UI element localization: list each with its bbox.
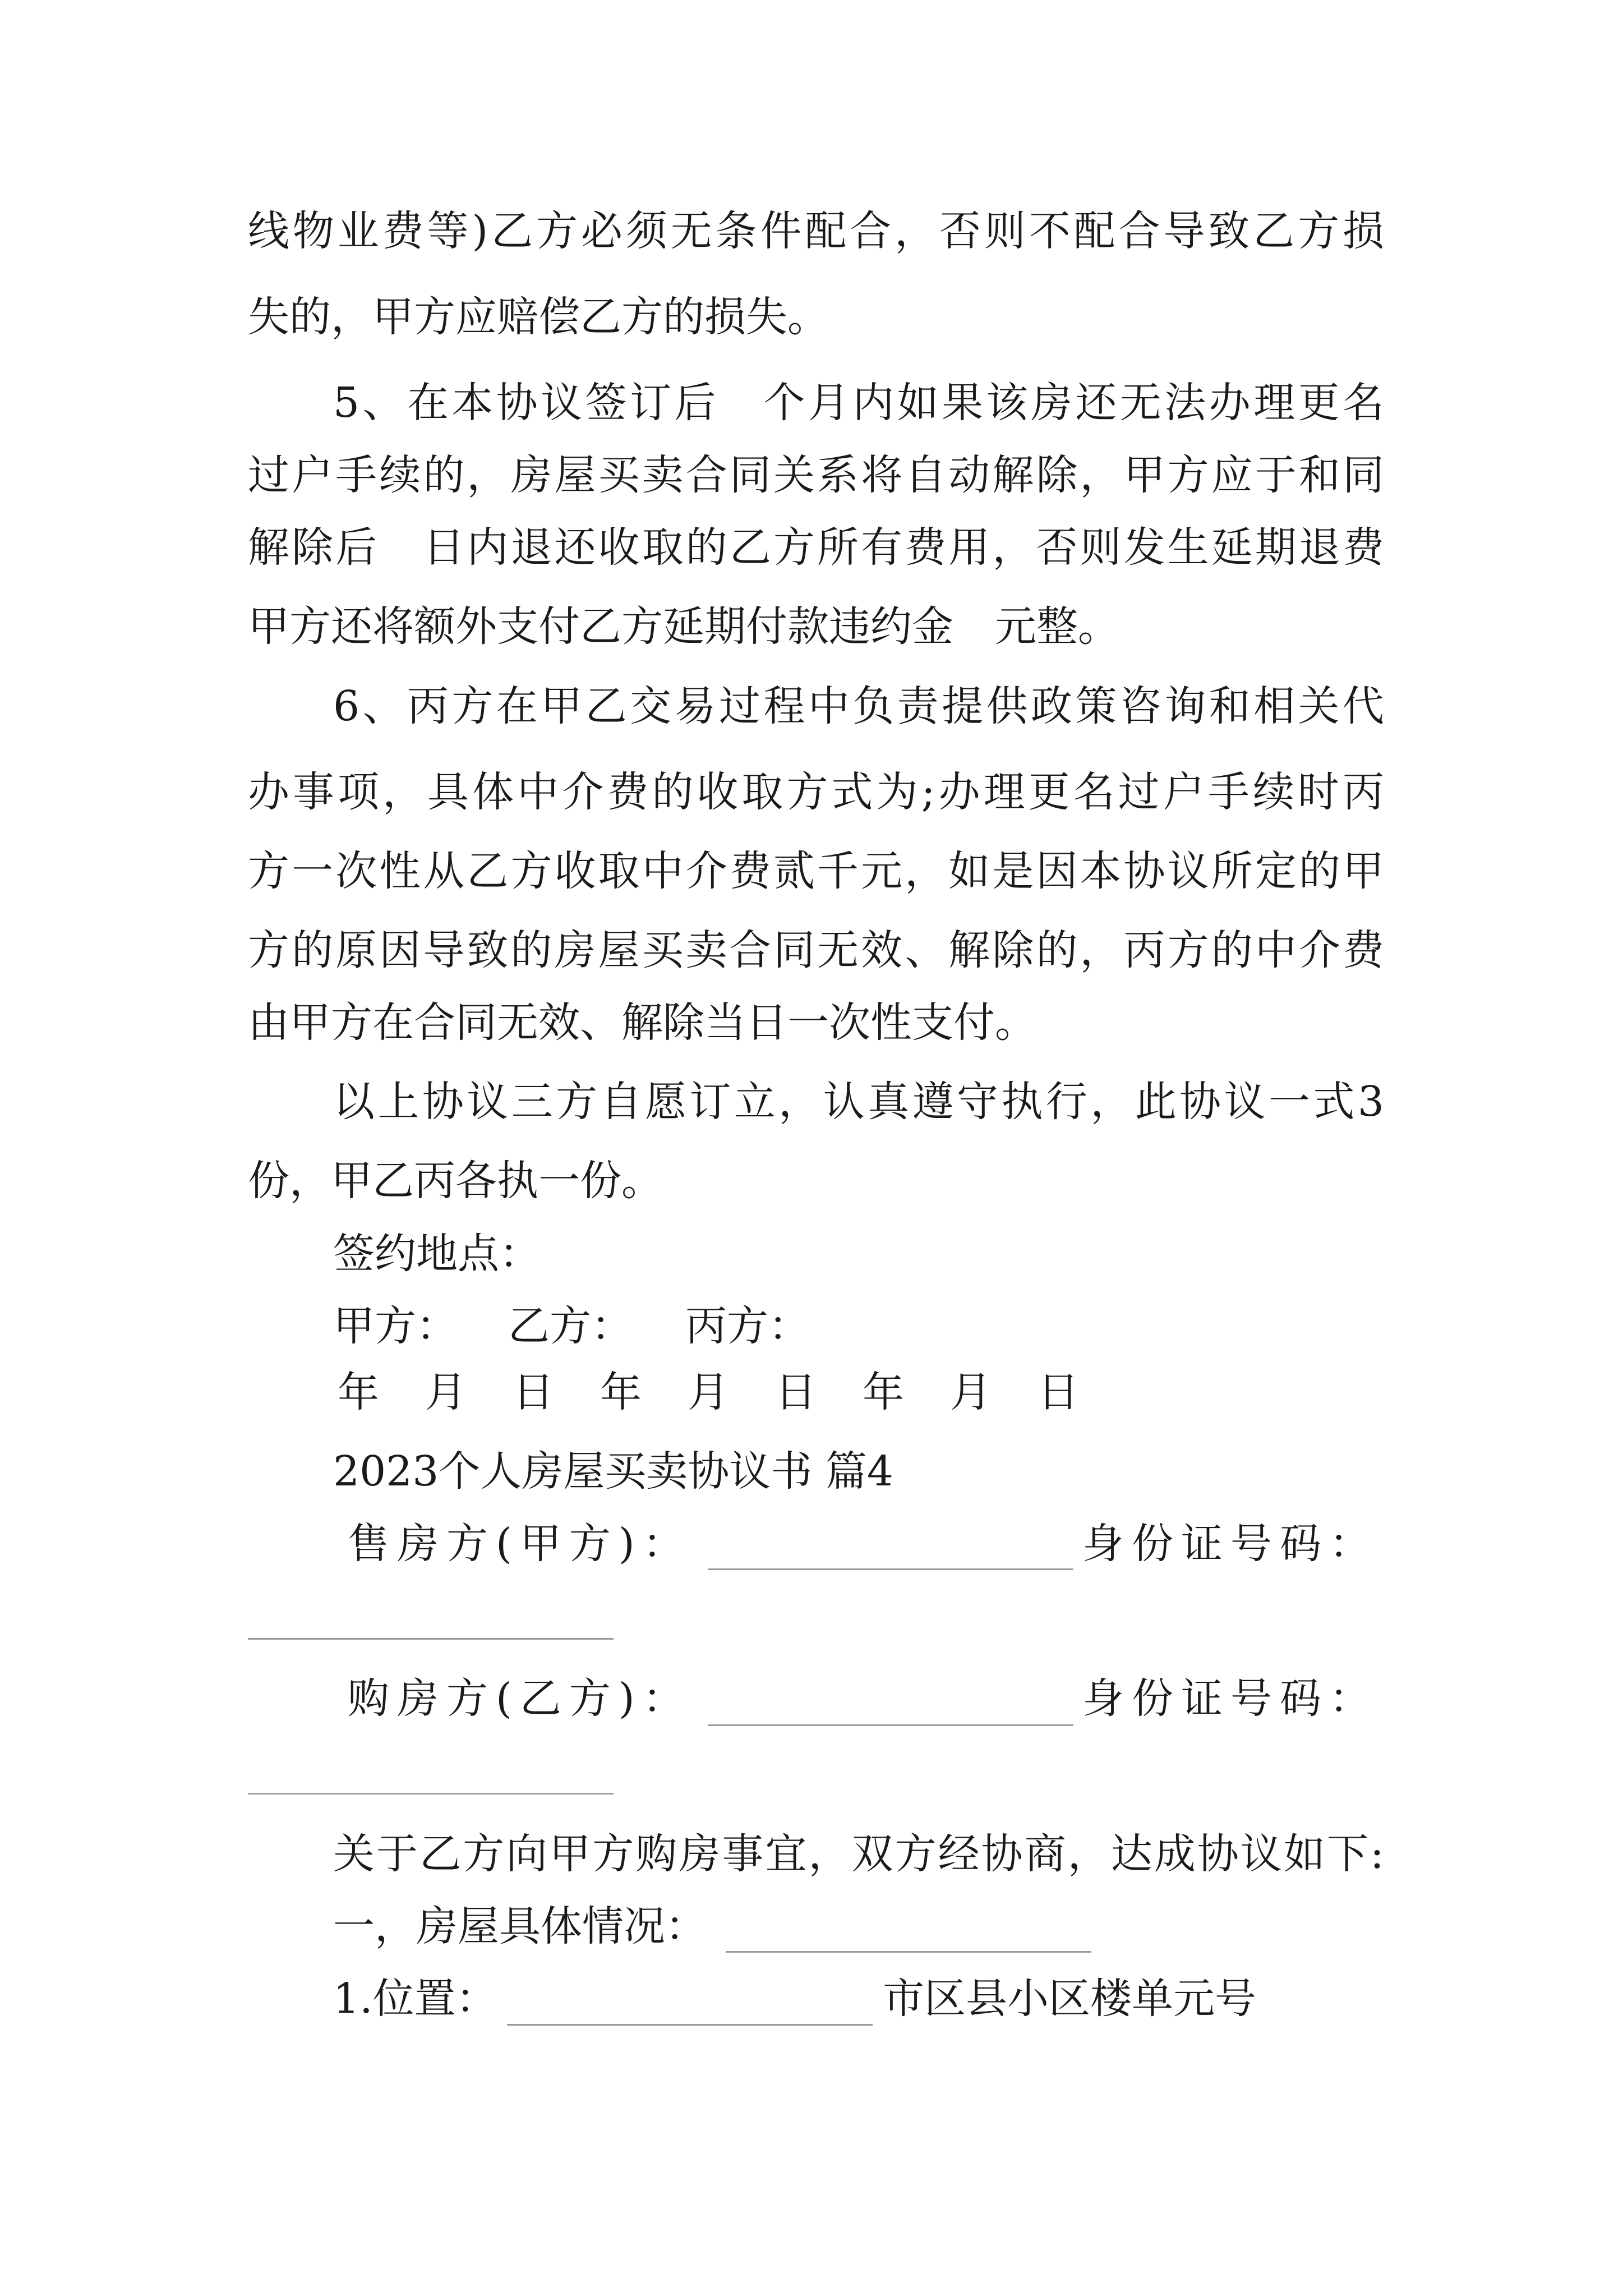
party-b-label: 乙方： bbox=[508, 1302, 633, 1350]
signing-place-label: 签约地点： bbox=[333, 1230, 541, 1278]
text-line: 解除后 日内退还收取的乙方所有费用，否则发生延期退费 bbox=[248, 523, 1384, 572]
text-line: 方一次性从乙方收取中介费贰千元，如是因本协议所定的甲 bbox=[248, 847, 1384, 895]
date-day: 日 bbox=[1038, 1368, 1079, 1416]
text-line: 5、在本协议签订后 个月内如果该房还无法办理更名 bbox=[333, 379, 1384, 427]
date-day: 日 bbox=[775, 1368, 817, 1416]
text-line: 过户手续的，房屋买卖合同关系将自动解除，甲方应于和同 bbox=[248, 451, 1384, 499]
text-line: 以上协议三方自愿订立，认真遵守执行，此协议一式3 bbox=[333, 1078, 1384, 1126]
text-line: 方的原因导致的房屋买卖合同无效、解除的，丙方的中介费 bbox=[248, 926, 1384, 974]
house-info-label: 一，房屋具体情况： bbox=[333, 1902, 707, 1950]
location-label: 1.位置： bbox=[333, 1975, 497, 2023]
text-line: 6、丙方在甲乙交易过程中负责提供政策咨询和相关代 bbox=[333, 682, 1384, 730]
date-year: 年 bbox=[863, 1368, 904, 1416]
seller-name-blank bbox=[708, 1568, 1073, 1570]
location-blank bbox=[507, 2024, 873, 2026]
text-line: 办事项，具体中介费的收取方式为;办理更名过户手续时丙 bbox=[248, 768, 1384, 816]
buyer-id-label: 身份证号码： bbox=[1082, 1674, 1378, 1723]
text-line: 份，甲乙丙各执一份。 bbox=[248, 1157, 663, 1205]
party-a-label: 甲方： bbox=[333, 1302, 458, 1350]
house-info-blank bbox=[726, 1951, 1091, 1953]
section-heading: 2023个人房屋买卖协议书 篇4 bbox=[333, 1447, 893, 1496]
date-day: 日 bbox=[513, 1368, 554, 1416]
text-line: 甲方还将额外支付乙方延期付款违约金 元整。 bbox=[248, 602, 1119, 651]
date-month: 月 bbox=[688, 1368, 729, 1416]
date-month: 月 bbox=[950, 1368, 992, 1416]
seller-label: 售房方(甲方)： bbox=[348, 1520, 692, 1568]
date-year: 年 bbox=[338, 1368, 379, 1416]
buyer-label: 购房方(乙方)： bbox=[348, 1674, 692, 1723]
seller-id-blank bbox=[248, 1638, 614, 1640]
party-c-label: 丙方： bbox=[685, 1302, 810, 1350]
seller-id-label: 身份证号码： bbox=[1082, 1520, 1378, 1568]
date-month: 月 bbox=[425, 1368, 467, 1416]
text-line: 关于乙方向甲方购房事宜，双方经协商，达成协议如下: bbox=[333, 1830, 1384, 1878]
buyer-id-blank bbox=[248, 1793, 614, 1795]
buyer-name-blank bbox=[708, 1724, 1073, 1726]
location-suffix: 市区县小区楼单元号 bbox=[883, 1975, 1256, 2023]
text-line: 由甲方在合同无效、解除当日一次性支付。 bbox=[248, 999, 1036, 1047]
text-line: 线物业费等)乙方必须无条件配合，否则不配合导致乙方损 bbox=[248, 207, 1384, 255]
date-year: 年 bbox=[600, 1368, 642, 1416]
text-line: 失的，甲方应赔偿乙方的损失。 bbox=[248, 293, 829, 341]
